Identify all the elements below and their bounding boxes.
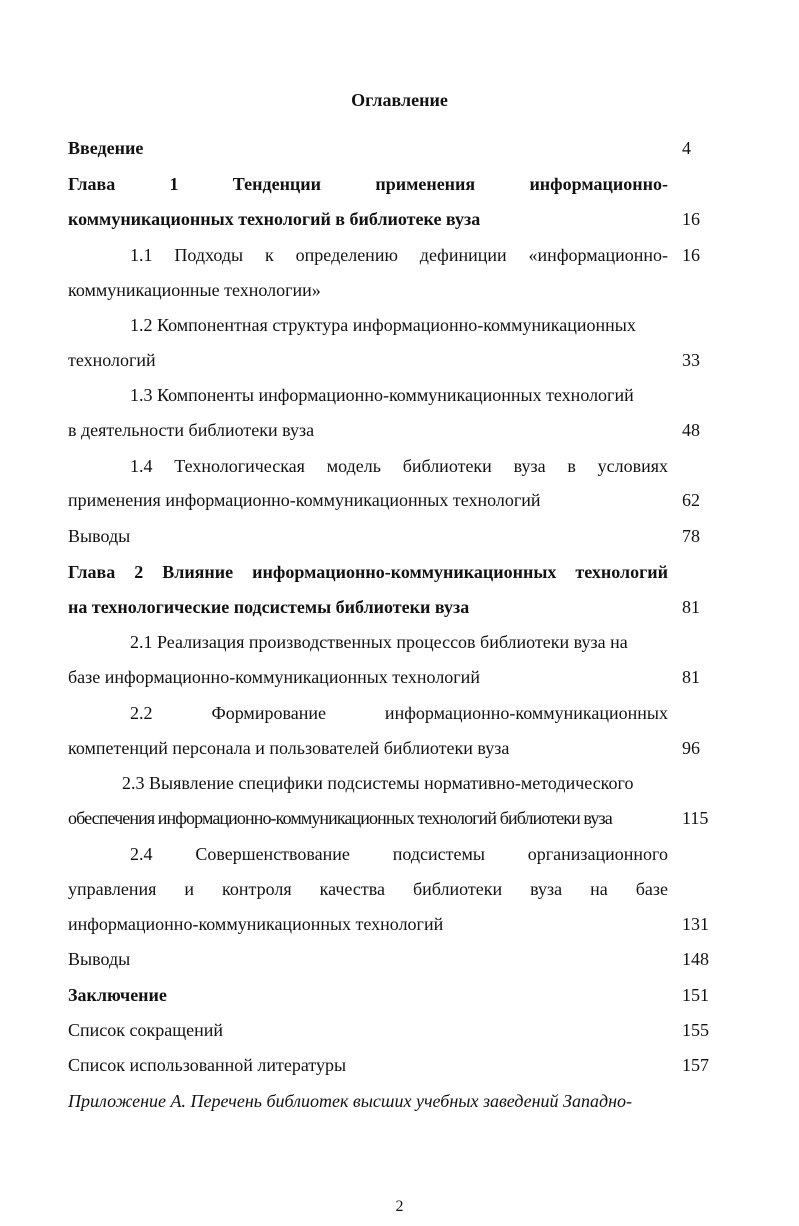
toc-page-number: 81 [682,597,700,617]
toc-appendix-a: Приложение А. Перечень библиотек высших учебных заведений Западно- [68,1091,633,1111]
toc-chapter-2-cont: на технологические подсистемы библиотеки вуза [68,597,470,617]
toc-chapter-2: Глава 2 Влияние информационно-коммуникационных технологий [68,562,668,582]
toc-chapter-1-cont: коммуникационных технологий в библиотеке вуза [68,209,481,229]
toc-section-2-4-cont-2: информационно-коммуникационных технологий [68,914,444,934]
toc-section-1-3: 1.3 Компоненты информационно-коммуникационных технологий [130,385,634,405]
page-title: Оглавление [351,90,448,110]
toc-section-1-4: 1.4 Технологическая модель библиотеки вуза в условиях [130,456,668,476]
toc-page-number: 81 [682,667,700,687]
toc-page-number: 155 [682,1020,709,1040]
toc-page-number: 16 [682,209,700,229]
toc-page-number: 33 [682,350,700,370]
page-number: 2 [395,1198,404,1215]
toc-abbreviations: Список сокращений [68,1020,223,1040]
toc-section-2-4: 2.4 Совершенствование подсистемы организационного [130,844,668,864]
toc-conclusion: Заключение [68,985,167,1005]
toc-page-number: 115 [682,808,709,828]
toc-page-number: 4 [682,138,691,158]
toc-section-1-2: 1.2 Компонентная структура информационно-коммуникационных [130,315,636,335]
toc-conclusions-2: Выводы [68,949,131,969]
toc-section-2-2: 2.2 Формирование информационно-коммуникационных [130,703,668,723]
toc-section-2-3-cont: обеспечения информационно-коммуникационных технологий библиотеки вуза [68,808,612,828]
toc-section-1-2-cont: технологий [68,350,156,370]
toc-page-number: 131 [682,914,709,934]
toc-page-number: 157 [682,1055,709,1075]
toc-conclusions-1: Выводы [68,526,131,546]
toc-page-number: 78 [682,526,700,546]
toc-section-1-1-cont: коммуникационные технологии» [68,280,321,300]
toc-section-1-3-cont: в деятельности библиотеки вуза [68,420,315,440]
toc-page-number: 96 [682,738,700,758]
toc-page-number: 62 [682,490,700,510]
toc-page-number: 148 [682,949,709,969]
toc-section-2-2-cont: компетенций персонала и пользователей библиотеки вуза [68,738,510,758]
toc-introduction: Введение [68,138,144,158]
toc-section-2-4-cont: управления и контроля качества библиотеки вуза на базе [68,879,668,899]
toc-page-number: 16 [682,245,700,265]
toc-section-2-3: 2.3 Выявление специфики подсистемы нормативно-методического [122,773,634,793]
toc-section-1-4-cont: применения информационно-коммуникационных технологий [68,490,541,510]
toc-chapter-1: Глава 1 Тенденции применения информационно- [68,174,668,194]
toc-page-number: 48 [682,420,700,440]
toc-section-2-1-cont: базе информационно-коммуникационных технологий [68,667,480,687]
toc-references: Список использованной литературы [68,1055,347,1075]
toc-page-number: 151 [682,985,709,1005]
toc-section-1-1: 1.1 Подходы к определению дефиниции «информационно- [130,245,668,265]
toc-section-2-1: 2.1 Реализация производственных процессов библиотеки вуза на [130,632,628,652]
